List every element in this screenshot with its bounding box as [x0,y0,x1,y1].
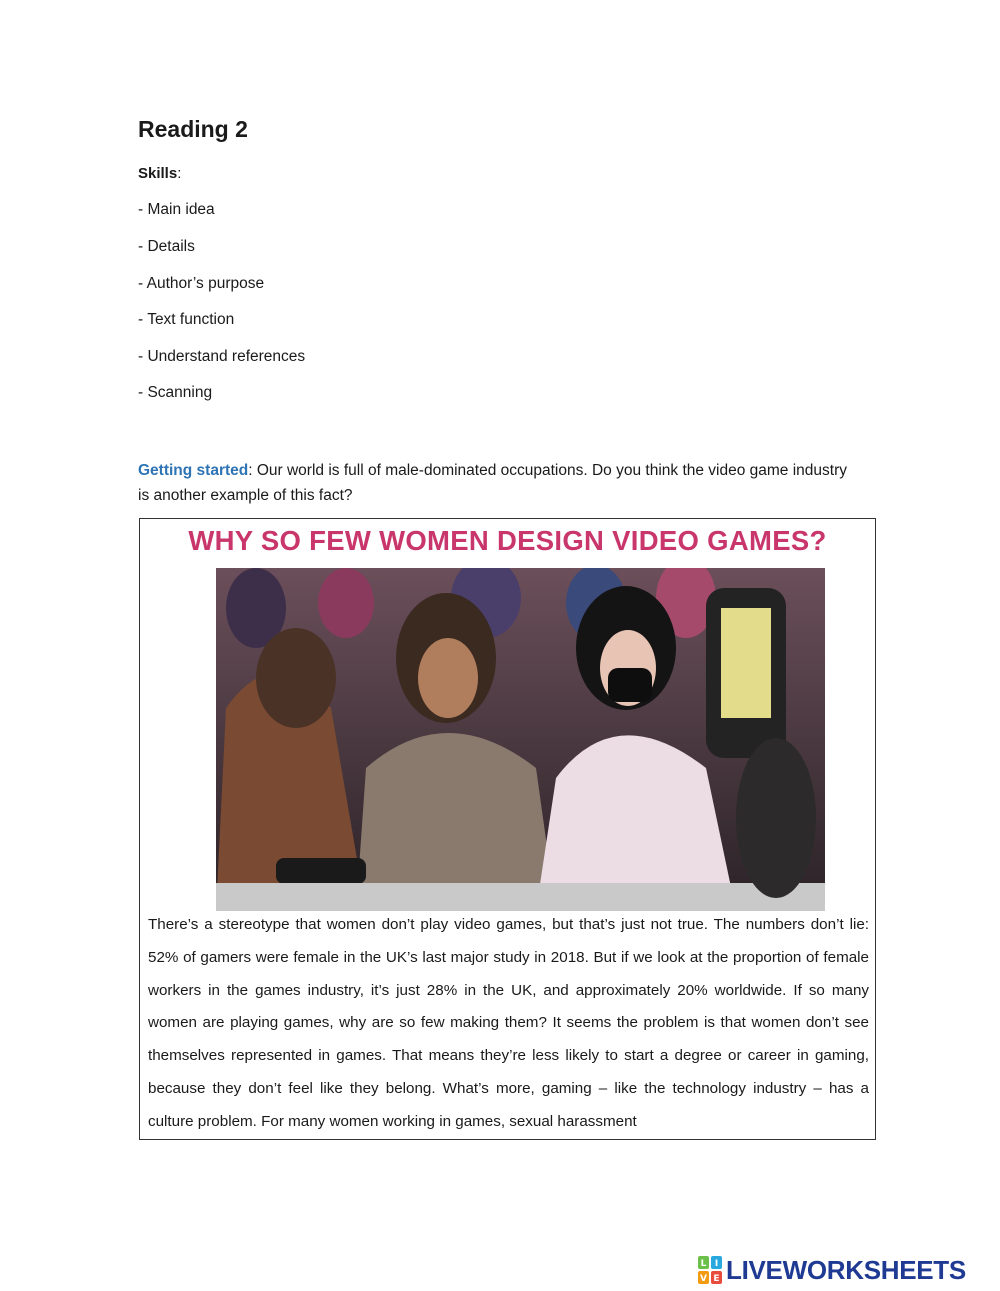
article-body: There’s a stereotype that women don’t play video games, but that’s just not true. The numbers don’t lie: 52% of gamers were female in the UK’s last major study in 2018. But if we look at the proportion of female workers in the games industry, it’s just 28% in the UK, and approximately 20% worldwide. If so many women are playing games, why are so few making them? It seems the problem is that women don’t see themselves represented in games. That means they’re less likely to start a degree or career in gaming, because they don’t feel like they belong. What’s more, gaming – like the technology industry – has a culture problem. For many women working in games, sexual harassment [148,916,869,1130]
skill-item-scanning: - Scanning [138,384,213,401]
skill-item-references: - Understand references [138,348,306,365]
article-box [139,518,876,1140]
logo-letter: L [700,1259,707,1269]
skills-label: Skills: [138,165,182,182]
skill-item-text-function: - Text function [138,311,235,328]
skill-item-details: - Details [138,238,195,255]
logo-letter: E [713,1274,720,1284]
skill-item-main-idea: - Main idea [138,201,215,218]
logo-letter: V [700,1274,707,1284]
getting-started-label: Getting started [138,462,249,479]
liveworksheets-logo-text: LIVEWORKSHEETS [726,1254,966,1285]
article-title: WHY SO FEW WOMEN DESIGN VIDEO GAMES? [188,525,827,556]
logo-letter: I [714,1259,719,1269]
liveworksheets-logo-icon [698,1256,722,1284]
liveworksheets-logo [698,1256,966,1284]
page-title: Reading 2 [138,116,248,142]
gamers-photo [216,568,825,911]
getting-started-paragraph [138,458,858,508]
getting-started-text: : Our world is full of male-dominated occupations. Do you think the video game industry is another example of this fact? [138,462,848,504]
skill-item-authors-purpose: - Author’s purpose [138,275,265,292]
